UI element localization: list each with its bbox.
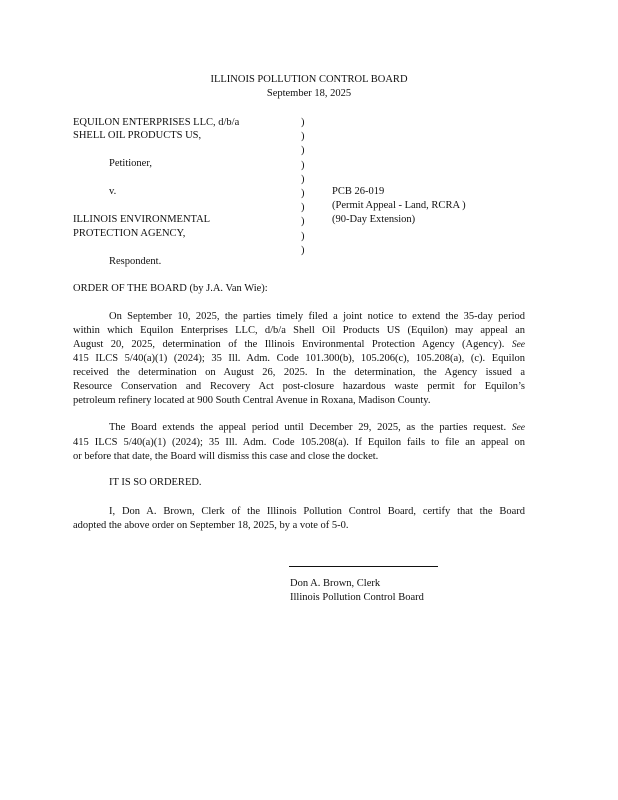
- respondent-name-line1: ILLINOIS ENVIRONMENTAL: [73, 214, 211, 225]
- paragraph-line: [73, 338, 525, 353]
- paragraph-line: 415 ILCS 5/40(a)(1) (2024); 35 Ill. Adm. Code 105.208(a). If Equilon fails to file an appeal on: [73, 436, 525, 448]
- signatory-title: Illinois Pollution Control Board: [290, 592, 424, 603]
- paren: ): [301, 216, 305, 228]
- paren: ): [301, 145, 305, 157]
- signature-line: [289, 566, 438, 567]
- paragraph-extension: [73, 421, 525, 463]
- order-date: September 18, 2025: [266, 88, 352, 99]
- paragraph-line-text: The Board extends the appeal period until December 29, 2025, as the parties request.: [109, 422, 507, 433]
- order-heading: ORDER OF THE BOARD (by J.A. Van Wie):: [73, 283, 268, 294]
- paren: ): [301, 131, 305, 143]
- caption-parentheses: [301, 116, 311, 258]
- petitioner-role: Petitioner,: [109, 158, 153, 169]
- versus-label: v.: [109, 186, 117, 197]
- paragraph-line: Resource Conservation and Recovery Act post-closure hazardous waste permit for Equilon’s: [73, 380, 525, 392]
- paren: ): [301, 117, 305, 128]
- so-ordered: IT IS SO ORDERED.: [109, 477, 202, 488]
- paragraph-line: 415 ILCS 5/40(a)(1) (2024); 35 Ill. Adm. Code 101.300(b), 105.206(c), 105.208(a), (c). Equilon: [73, 353, 525, 365]
- case-type: (Permit Appeal - Land, RCRA ): [332, 200, 466, 211]
- paragraph-line: or before that date, the Board will dismiss this case and close the docket.: [73, 450, 379, 462]
- see-citation-signal: See: [511, 339, 525, 350]
- see-citation-signal: See: [511, 423, 525, 433]
- paren: ): [301, 230, 305, 242]
- petitioner-name-line2: SHELL OIL PRODUCTS US,: [73, 130, 202, 141]
- paren: ): [301, 159, 305, 171]
- case-subtype: (90-Day Extension): [332, 214, 416, 225]
- certification-line: I, Don A. Brown, Clerk of the Illinois Pollution Control Board, certify that the Board: [109, 506, 525, 517]
- paren: ): [301, 244, 305, 256]
- petitioner-name-line1: EQUILON ENTERPRISES LLC, d/b/a: [73, 117, 240, 128]
- respondent-name-line2: PROTECTION AGENCY,: [73, 228, 186, 239]
- paragraph-line: petroleum refinery located at 900 South Central Avenue in Roxana, Madison County.: [73, 394, 431, 406]
- case-number: PCB 26-019: [332, 186, 385, 197]
- paragraph-line: received the determination on August 26, 2025. In the determination, the Agency issued a: [73, 367, 525, 379]
- respondent-role: Respondent.: [109, 256, 162, 267]
- paragraph-line: within which Equilon Enterprises LLC, d/b/a Shell Oil Products US (Equilon) may appeal an: [73, 324, 525, 336]
- paren: ): [301, 173, 305, 185]
- paragraph-line-text: August 20, 2025, determination of the Illinois Environmental Protection Agency (Agency).: [73, 338, 505, 350]
- paren: ): [301, 202, 305, 214]
- agency-heading: ILLINOIS POLLUTION CONTROL BOARD: [210, 74, 408, 85]
- paragraph-line: [73, 421, 525, 436]
- paren: ): [301, 188, 305, 200]
- certification: [73, 505, 525, 533]
- signatory-name: Don A. Brown, Clerk: [290, 578, 381, 589]
- paragraph-filing: [73, 310, 525, 408]
- certification-line: adopted the above order on September 18, 2025, by a vote of 5-0.: [73, 519, 349, 531]
- paragraph-line: On September 10, 2025, the parties timely filed a joint notice to extend the 35-day period: [109, 311, 525, 322]
